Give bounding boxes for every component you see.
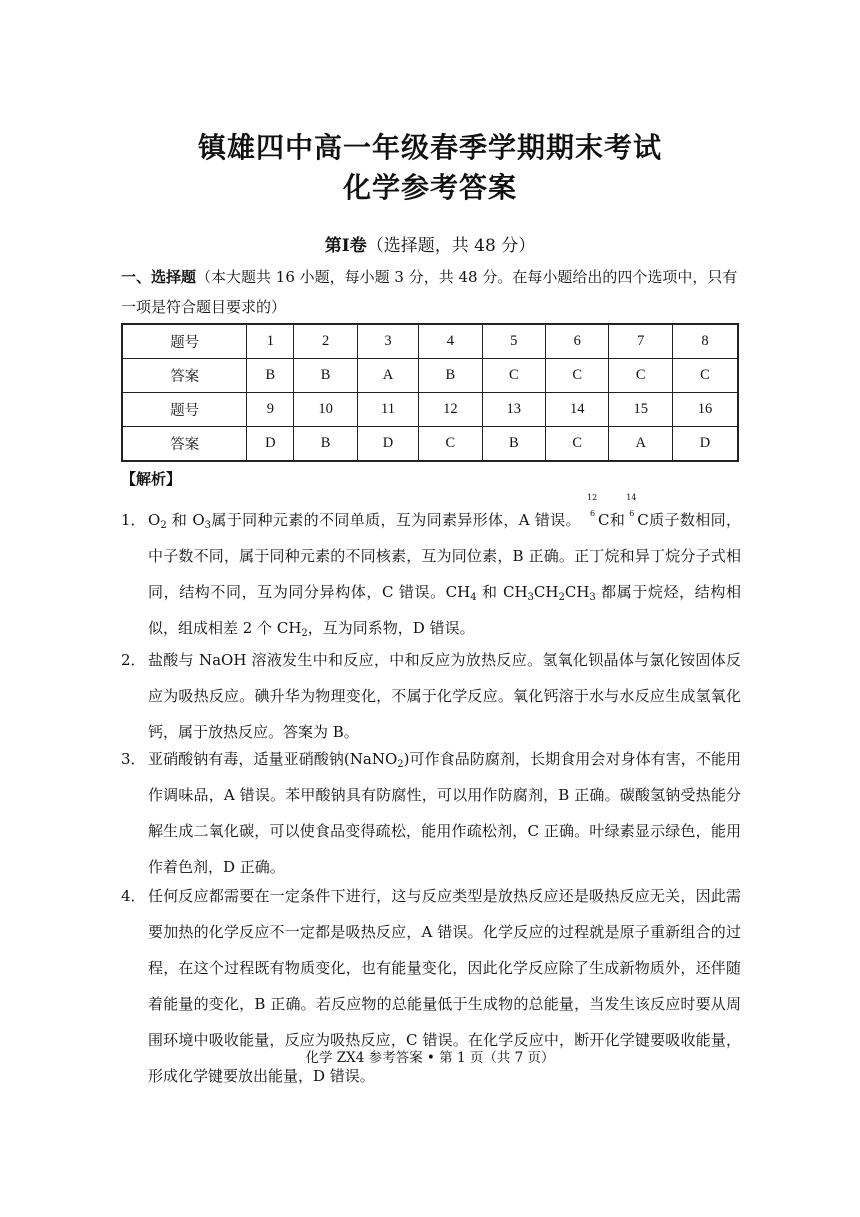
mass-number: 14 [626, 493, 637, 502]
formula-part: O [192, 511, 205, 529]
item-text: 任何反应都需要在一定条件下进行，这与反应类型是放热反应还是吸热反应无关，因此需要加热的化学反应不一定都是吸热反应，A 错误。化学反应的过程就是原子重新组合的过程，在这个过程既有物质变化，也有能量变化，因此化学反应除了生成新物质外，还伴随着能量的变化，B 正确。若反应物的总能量低于生成物的总能量，当发生该反应时要从周围环境中吸收能量，反应为吸热反应，C 错误。在化学反应中，断开化学键要吸收能量，形成化学键要放出能量，D 错误。 [148, 887, 741, 1085]
section-description: （选择题，共 48 分） [366, 236, 536, 256]
nuclide-c14 [626, 493, 649, 538]
table-cell: D [357, 427, 418, 462]
table-cell: B [294, 427, 357, 462]
table-cell: 9 [247, 393, 294, 427]
table-cell: 6 [546, 324, 609, 359]
subscript: 3 [204, 520, 212, 531]
table-cell: C [672, 359, 738, 393]
answer-table [121, 323, 739, 462]
item-number: 1． [121, 511, 146, 529]
page-footer: 化学 ZX4 参考答案 • 第 1 页（共 7 页） [305, 1050, 555, 1066]
item-text [148, 741, 741, 885]
table-cell: B [247, 359, 294, 393]
row-header-cell: 题号 [122, 324, 247, 359]
table-cell: C [546, 427, 609, 462]
section-title [0, 231, 860, 256]
text-part: CH [533, 583, 559, 601]
element-symbol: C [598, 511, 610, 529]
text-part: 和 CH [482, 583, 528, 601]
table-row [122, 324, 738, 359]
formula-part: O [148, 511, 161, 529]
exam-title: 镇雄四中高一年级春季学期期末考试 [197, 131, 662, 164]
item-number: 2． [121, 651, 146, 669]
table-cell: 4 [419, 324, 482, 359]
question-type-label: 一、选择题 [121, 268, 197, 286]
table-cell: 2 [294, 324, 357, 359]
row-header-cell: 答案 [122, 359, 247, 393]
analysis-item-3 [121, 741, 741, 885]
row-header-cell: 题号 [122, 393, 247, 427]
table-cell: 7 [609, 324, 672, 359]
table-cell: 13 [482, 393, 545, 427]
subscript: 2 [397, 759, 404, 770]
table-cell: A [609, 427, 672, 462]
table-cell: B [294, 359, 357, 393]
table-cell: C [609, 359, 672, 393]
table-cell: 15 [609, 393, 672, 427]
text-part: 属于同种元素的不同单质，互为同素异形体，A 错误。 [211, 511, 581, 529]
section-label: 第Ⅰ卷 [324, 236, 367, 256]
item-number: 4． [121, 887, 146, 905]
analysis-item-2 [121, 642, 741, 750]
table-row [122, 393, 738, 427]
table-cell: 1 [247, 324, 294, 359]
table-cell: A [357, 359, 418, 393]
row-header-cell: 答案 [122, 427, 247, 462]
table-cell: C [546, 359, 609, 393]
table-cell: 8 [672, 324, 738, 359]
table-cell: B [482, 427, 545, 462]
table-cell: 3 [357, 324, 418, 359]
subscript: 4 [470, 592, 477, 603]
table-cell: 16 [672, 393, 738, 427]
text-part: 质子数相同，中子数不同，属于同种元素的不同核素，互为同位素，B 正确。正丁烷和异丁烷分子式相同，结构不同，互为同分异构体，C 错误。CH [148, 511, 741, 601]
subscript: 2 [301, 628, 308, 639]
subscript: 2 [558, 592, 565, 603]
table-cell: D [672, 427, 738, 462]
atomic-number: 6 [629, 509, 635, 518]
mass-number: 12 [587, 493, 598, 502]
item-number: 3． [121, 750, 146, 768]
table-cell: 14 [546, 393, 609, 427]
table-row [122, 359, 738, 393]
text-part: 和 [171, 511, 188, 529]
analysis-heading: 【解析】 [121, 470, 182, 488]
text-part: ，互为同系物，D 错误。 [307, 619, 475, 637]
subscript: 3 [589, 592, 596, 603]
table-row [122, 427, 738, 462]
item-text: 盐酸与 NaOH 溶液发生中和反应，中和反应为放热反应。氢氧化钡晶体与氯化铵固体反应为吸热反应。碘升华为物理变化，不属于化学反应。氧化钙溶于水与水反应生成氢氧化钙，属于放热反应。答案为 B。 [148, 651, 741, 741]
table-cell: C [482, 359, 545, 393]
table-cell: 5 [482, 324, 545, 359]
question-type-description: （本大题共 16 小题，每小题 3 分，共 48 分。在每小题给出的四个选项中，只有一项是符合题目要求的） [121, 268, 738, 316]
exam-subtitle: 化学参考答案 [342, 171, 517, 204]
table-cell: C [419, 427, 482, 462]
table-cell: 10 [294, 393, 357, 427]
nuclide-c12 [587, 493, 610, 538]
text-part: CH [564, 583, 590, 601]
subscript: 3 [527, 592, 534, 603]
text-part: 亚硝酸钠有毒，适量亚硝酸钠(NaNO [148, 750, 398, 768]
subscript: 2 [160, 520, 167, 531]
analysis-item-1 [121, 493, 741, 646]
question-instructions [121, 262, 741, 322]
table-cell: 12 [419, 393, 482, 427]
atomic-number: 6 [590, 509, 596, 518]
text-part: 都属于烷烃，结构相似，组成相差 2 个 CH [148, 583, 741, 637]
text-part: 和 [609, 511, 626, 529]
item-text [148, 493, 741, 646]
table-cell: 11 [357, 393, 418, 427]
table-cell: D [247, 427, 294, 462]
text-part: )可作食品防腐剂，长期食用会对身体有害，不能用作调味品，A 错误。苯甲酸钠具有防腐性，可以用作防腐剂，B 正确。碳酸氢钠受热能分解生成二氧化碳，可以使食品变得疏松，能用作疏松剂，C 正确。叶绿素显示绿色，能用作着色剂，D 正确。 [148, 750, 742, 876]
element-symbol: C [637, 511, 649, 529]
table-cell: B [419, 359, 482, 393]
